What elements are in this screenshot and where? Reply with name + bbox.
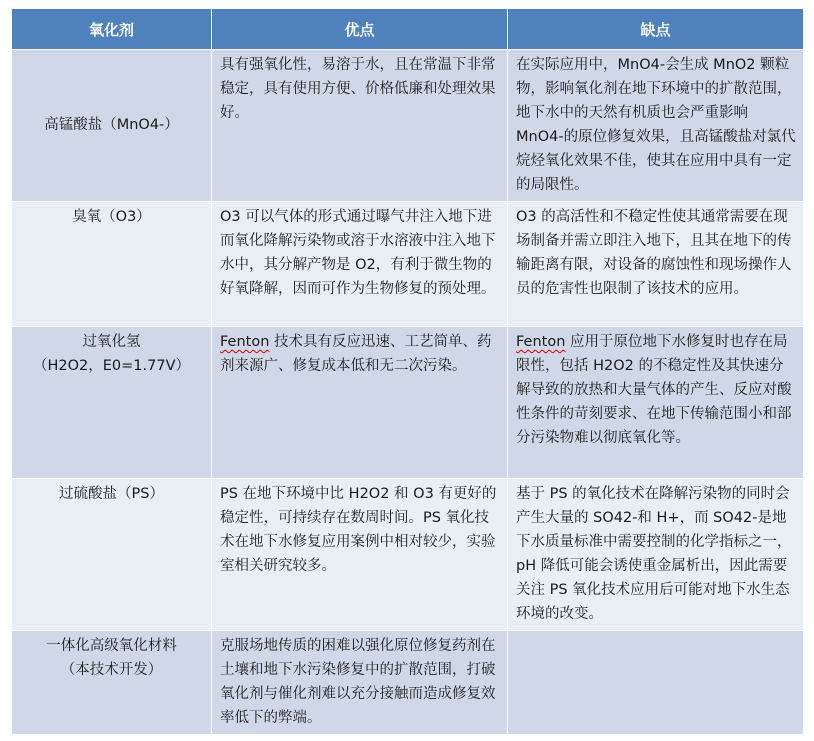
oxidant-name-line2: （本技术开发） <box>60 662 163 678</box>
fenton-term: Fenton <box>220 334 270 350</box>
cons-text: 应用于原位地下水修复时也存在局限性，包括 H2O2 的不稳定性及其快速分解导致的放热和大量气体的产生、反应对酸性条件的苛刻要求、在地下传输范围小和部分污染物难以彻底氧化等。 <box>516 334 792 446</box>
oxidant-name: 臭氧（O3） <box>12 202 212 327</box>
pros-cell <box>212 327 508 479</box>
cons-cell <box>508 631 804 735</box>
cons-cell <box>508 327 804 479</box>
fenton-term: Fenton <box>516 334 566 350</box>
pros-cell: O3 可以气体的形式通过曝气井注入地下进而氧化降解污染物或溶于水溶液中注入地下水中，其分解产物是 O2，有利于微生物的好氧降解，因而可作为生物修复的预处理。 <box>212 202 508 327</box>
header-pros: 优点 <box>212 9 508 50</box>
cons-cell: 在实际应用中，MnO4-会生成 MnO2 颗粒物，影响氧化剂在地下环境中的扩散范围，地下水中的天然有机质也会严重影响 MnO4-的原位修复效果，且高锰酸盐对氯代烷烃氧化效果不佳，使其在应用中具有一定的局限性。 <box>508 50 804 202</box>
cons-cell: 基于 PS 的氧化技术在降解污染物的同时会产生大量的 SO42-和 H+，而 SO42-是地下水质量标准中需要控制的化学指标之一，pH 降低可能会诱使重金属析出，因此需要关注 PS 氧化技术应用后可能对地下水生态环境的改变。 <box>508 479 804 631</box>
oxidant-name <box>12 631 212 735</box>
pros-cell: PS 在地下环境中比 H2O2 和 O3 有更好的稳定性，可持续存在数周时间。PS 氧化技术在地下水修复应用案例中相对较少，实验室相关研究较多。 <box>212 479 508 631</box>
oxidant-name: 高锰酸盐（MnO4-） <box>12 50 212 202</box>
oxidant-name <box>12 327 212 479</box>
table-row <box>12 327 804 479</box>
pros-text: 技术具有反应迅速、工艺简单、药剂来源广、修复成本低和无二次污染。 <box>220 334 492 374</box>
pros-cell: 克服场地传质的困难以强化原位修复药剂在土壤和地下水污染修复中的扩散范围，打破氧化剂与催化剂难以充分接触而造成修复效率低下的弊端。 <box>212 631 508 735</box>
header-row <box>12 9 804 50</box>
oxidant-name-line1: 过氧化氢 <box>82 334 141 350</box>
cons-cell: O3 的高活性和不稳定性使其通常需要在现场制备并需立即注入地下，且其在地下的传输距离有限，对设备的腐蚀性和现场操作人员的危害性也限制了该技术的应用。 <box>508 202 804 327</box>
oxidant-comparison-table <box>11 8 804 735</box>
table-row <box>12 202 804 327</box>
header-oxidant: 氧化剂 <box>12 9 212 50</box>
table-row <box>12 631 804 735</box>
oxidant-name-line2: （H2O2，E0=1.77V） <box>32 358 190 374</box>
table-row <box>12 50 804 202</box>
pros-cell: 具有强氧化性，易溶于水，且在常温下非常稳定，具有使用方便、价格低廉和处理效果好。 <box>212 50 508 202</box>
oxidant-name: 过硫酸盐（PS） <box>12 479 212 631</box>
header-cons: 缺点 <box>508 9 804 50</box>
table-row <box>12 479 804 631</box>
oxidant-name-line1: 一体化高级氧化材料 <box>46 638 177 654</box>
